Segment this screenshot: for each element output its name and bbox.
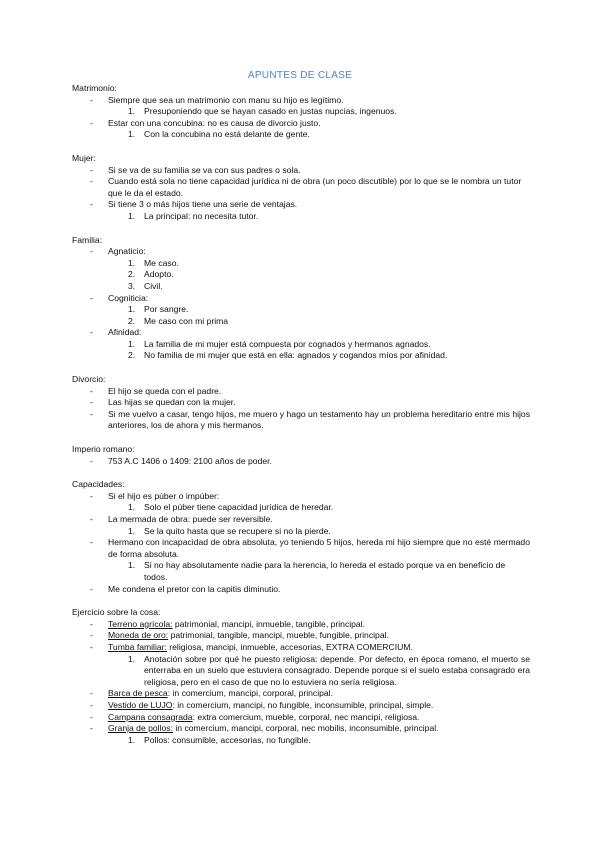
numbered-text: La familia de mi mujer está compuesta por cognados y hermanos agnados. — [144, 338, 431, 349]
bullet-item — [72, 723, 530, 735]
numbered-item — [72, 735, 530, 747]
numbered-text: Presuponiendo que se hayan casado en justas nupcias, ingenuos. — [144, 106, 397, 117]
spacer — [72, 362, 530, 374]
dash-marker: - — [90, 199, 93, 210]
item-text: patrimonial, mancipi, inmueble, tangible, principal. — [172, 618, 366, 629]
dash-marker: - — [90, 94, 93, 105]
bullet-text: Hermano con incapacidad de obra absoluta, yo teniendo 5 hijos, hereda mi hijo siempre que no esté mermado de forma absoluta. — [108, 537, 530, 559]
bullet-item — [72, 409, 530, 432]
numbered-text: Solo el púber tiene capacidad jurídica de heredar. — [144, 502, 334, 513]
numbered-text: Por sangre. — [144, 304, 189, 315]
spacer — [72, 467, 530, 479]
bullet-text: Si tiene 3 o más hijos tiene una serie de ventajas. — [108, 199, 298, 210]
item-text: : in comercium, mancipi, corporal, principal. — [167, 688, 333, 699]
number-marker: 1. — [128, 304, 136, 315]
bullet-item — [72, 165, 530, 177]
bullet-item — [72, 95, 530, 107]
numbered-text: Me caso. — [144, 257, 179, 268]
bullet-item — [72, 619, 530, 631]
bullet-item — [72, 118, 530, 130]
bullet-item — [72, 456, 530, 468]
numbered-text: Pollos: consumible, accesorias, no fungible. — [144, 734, 311, 745]
bullet-text: Estar con una concubina: no es causa de divorcio justo. — [108, 117, 321, 128]
numbered-text: Se la quito hasta que se recupere si no la pierde. — [144, 525, 331, 536]
number-marker: 1. — [128, 734, 136, 745]
dash-marker: - — [90, 164, 93, 175]
numbered-item — [72, 526, 530, 538]
dash-marker: - — [90, 583, 93, 594]
section-heading-familia: Familia: — [72, 234, 103, 245]
number-marker: 2. — [128, 269, 136, 280]
bullet-item — [72, 584, 530, 596]
dash-marker: - — [90, 723, 93, 734]
bullet-item — [72, 642, 530, 654]
bullet-item — [72, 491, 530, 503]
dash-marker: - — [90, 711, 93, 722]
bullet-item — [72, 712, 530, 724]
numbered-text: Civil. — [144, 280, 163, 291]
number-marker: 1. — [128, 502, 136, 513]
bullet-item — [72, 386, 530, 398]
bullet-text: Cogniticia: — [108, 292, 149, 303]
section-heading-capacidades: Capacidades: — [72, 479, 125, 490]
item-label: Tumba familiar: — [108, 641, 167, 652]
number-marker: 3. — [128, 280, 136, 291]
bullet-item — [72, 293, 530, 305]
bullet-text: La mermada de obra: puede ser reversible. — [108, 514, 273, 524]
dash-marker: - — [90, 408, 93, 419]
item-text: patrimonial, tangible, mancipi, mueble, fungible, principal. — [168, 630, 389, 641]
numbered-item — [72, 304, 530, 316]
bullet-text: Siempre que sea un matrimonio con manu su hijo es legítimo. — [108, 94, 344, 105]
bullet-text: El hijo se queda con el padre. — [108, 385, 222, 396]
number-marker: 2. — [128, 315, 136, 326]
number-marker: 1. — [128, 525, 136, 536]
section-heading-matrimonio: Matrimonio: — [72, 83, 117, 93]
spacer — [72, 141, 530, 153]
dash-marker: - — [90, 455, 93, 466]
number-marker: 1. — [128, 338, 136, 349]
numbered-text: La principal: no necesita tutor. — [144, 210, 259, 221]
number-marker: 1. — [128, 210, 136, 221]
item-label: Granja de pollos: — [108, 723, 173, 734]
dash-marker: - — [90, 537, 93, 548]
dash-marker: - — [90, 699, 93, 710]
document-body — [72, 83, 530, 746]
numbered-text: No familia de mi mujer que está en ella: agnados y cogandos míos por afinidad. — [144, 350, 448, 361]
bullet-item — [72, 514, 530, 526]
item-label: Terreno agrícola: — [108, 618, 173, 629]
numbered-item — [72, 211, 530, 223]
bullet-text: 753 A.C 1406 o 1409: 2100 años de poder. — [108, 455, 272, 466]
page-title: APUNTES DE CLASE — [247, 70, 353, 81]
bullet-item — [72, 199, 530, 211]
dash-marker: - — [90, 641, 93, 652]
dash-marker: - — [90, 490, 93, 501]
number-marker: 1. — [128, 129, 136, 140]
numbered-item — [72, 281, 530, 293]
section-heading-mujer: Mujer: — [72, 152, 96, 163]
number-marker: 1. — [128, 106, 136, 117]
bullet-item — [72, 700, 530, 712]
dash-marker: - — [90, 176, 93, 187]
number-marker: 1. — [128, 560, 136, 571]
numbered-text: Adopto. — [144, 269, 174, 280]
numbered-text: Anotación sobre por qué he puesto religiosa: depende. Por defecto, en época romano, el muerto se enterraba en un suelo que estuviera consagrado. Depende porque si el suelo estaba consagrado era religiosa, pero en el caso de que no lo estuviera no sería religiosa. — [144, 653, 530, 687]
spacer — [72, 595, 530, 607]
numbered-text: Con la concubina no está delante de gente. — [144, 129, 310, 140]
bullet-item — [72, 537, 530, 560]
numbered-item — [72, 502, 530, 514]
bullet-text: Me condena el pretor con la capitis diminutio. — [108, 583, 281, 594]
numbered-text: Si no hay absolutamente nadie para la herencia, lo hereda el estado porque va en beneficio de todos. — [144, 560, 506, 582]
dash-marker: - — [90, 117, 93, 128]
bullet-item — [72, 630, 530, 642]
numbered-item — [72, 106, 530, 118]
numbered-item — [72, 258, 530, 270]
dash-marker: - — [90, 618, 93, 629]
bullet-text: Las hijas se quedan con la mujer. — [108, 397, 236, 408]
bullet-item — [72, 327, 530, 339]
bullet-item — [72, 688, 530, 700]
bullet-text: Si el hijo es púber o impúber: — [108, 490, 220, 501]
bullet-text: Agnaticio: — [108, 246, 146, 257]
number-marker: 1. — [128, 653, 136, 664]
item-label: Vestido de LUJO — [108, 699, 173, 710]
numbered-item — [72, 339, 530, 351]
spacer — [72, 432, 530, 444]
item-label: Moneda de oro: — [108, 630, 169, 641]
section-heading-divorcio: Divorcio: — [72, 374, 106, 385]
bullet-item — [72, 176, 530, 199]
bullet-item — [72, 246, 530, 258]
dash-marker: - — [90, 385, 93, 396]
dash-marker: - — [90, 688, 93, 699]
section-heading-ejercicio: Ejercicio sobre la cosa: — [72, 607, 161, 618]
item-label: Barca de pesca — [108, 688, 168, 699]
numbered-item — [72, 350, 530, 362]
item-text: religiosa, mancipi, inmueble, accesorias, EXTRA COMERCIUM. — [166, 641, 413, 652]
dash-marker: - — [90, 397, 93, 408]
spacer — [72, 223, 530, 235]
numbered-item — [72, 129, 530, 141]
dash-marker: - — [90, 514, 93, 524]
section-heading-imperio: Imperio romano: — [72, 444, 135, 455]
dash-marker: - — [90, 292, 93, 303]
item-text: : extra comercium, mueble, corporal, nec mancipi, religiosa. — [192, 711, 420, 722]
dash-marker: - — [90, 327, 93, 338]
number-marker: 2. — [128, 350, 136, 361]
item-text: in comercium, mancipi, corporal, nec mobilis, inconsumible, principal. — [172, 723, 439, 734]
numbered-item — [72, 654, 530, 689]
bullet-text: Si se va de su familia se va con sus padres o sola. — [108, 164, 301, 175]
item-label: Campana consagrada — [108, 711, 193, 722]
bullet-text: Cuando está sola no tiene capacidad jurídica ni de obra (un poco discutible) por lo que se le nombra un tutor que le da el estado. — [108, 176, 522, 198]
dash-marker: - — [90, 246, 93, 257]
item-text: : in comercium, mancipi, no fungible, inconsumible, principal, simple. — [172, 699, 434, 710]
number-marker: 1. — [128, 257, 136, 268]
bullet-text: Afinidad: — [108, 327, 142, 338]
dash-marker: - — [90, 630, 93, 641]
numbered-item — [72, 269, 530, 281]
bullet-item — [72, 397, 530, 409]
numbered-item — [72, 560, 530, 583]
numbered-text: Me caso con mi prima — [144, 315, 229, 326]
bullet-text: Si me vuelvo a casar, tengo hijos, me muero y hago un testamento hay un problema hereditario entre mis hijos anteriores, los de ahora y mis hermanos. — [108, 408, 530, 431]
numbered-item — [72, 316, 530, 328]
